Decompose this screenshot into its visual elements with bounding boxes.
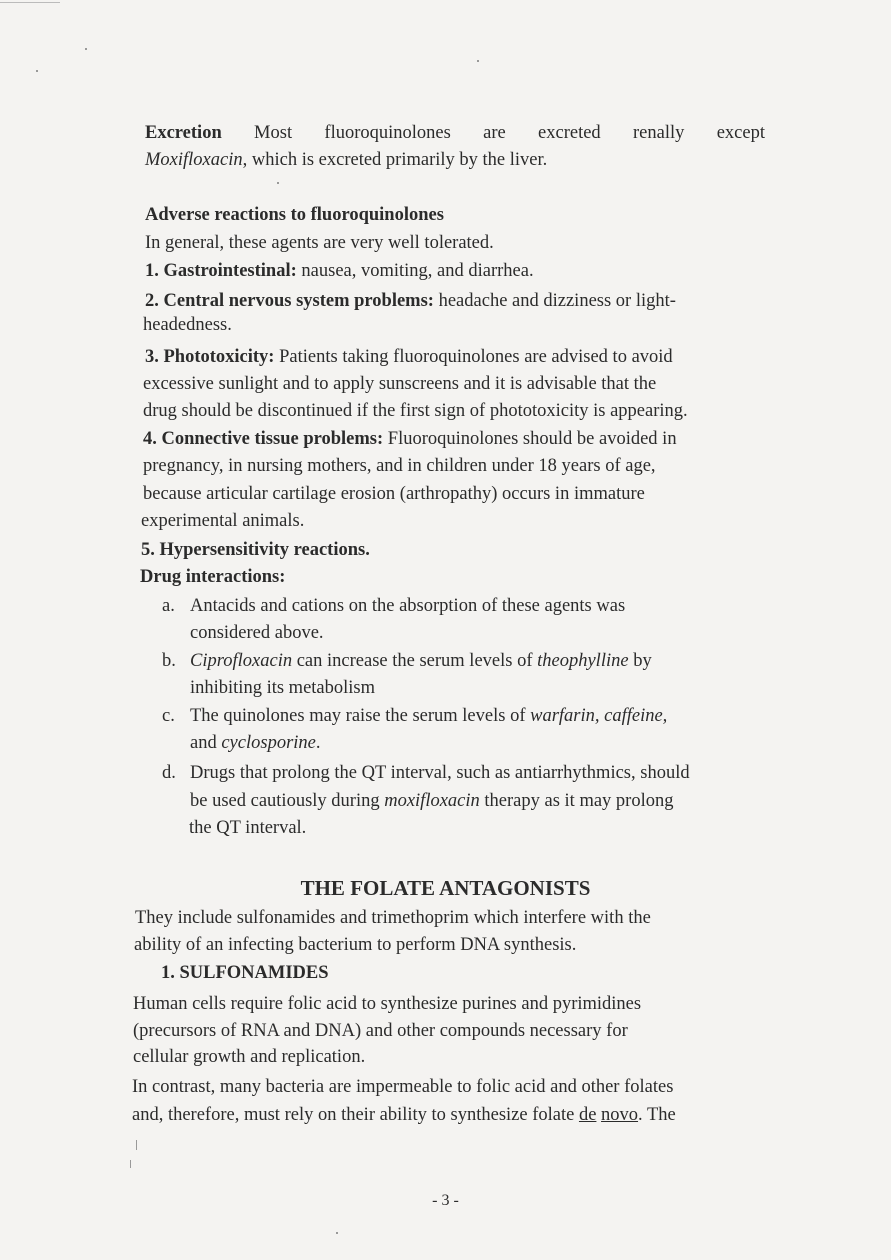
excretion-label: Excretion xyxy=(145,123,222,143)
text: and, therefore, must rely on their ability to synthesize folate xyxy=(132,1105,579,1125)
folate-p1-l2: ability of an infecting bacterium to perform DNA synthesis. xyxy=(134,935,577,955)
adverse-item-1 xyxy=(145,260,534,282)
word: excreted xyxy=(538,123,601,143)
scan-speck xyxy=(336,1232,338,1234)
text: The quinolones may raise the serum levels of xyxy=(190,706,531,726)
adverse-item-3-l3: drug should be discontinued if the first sign of phototoxicity is appearing. xyxy=(143,401,688,421)
adverse-item-2-cont: headedness. xyxy=(143,315,232,335)
page-number: - 3 - xyxy=(432,1192,459,1209)
folate-p3-l1: In contrast, many bacteria are impermeable to folic acid and other folates xyxy=(132,1077,674,1097)
interaction-a-l1: Antacids and cations on the absorption of these agents was xyxy=(190,596,626,616)
interaction-d-l2 xyxy=(190,790,673,812)
text: . The xyxy=(638,1105,676,1125)
text: can increase the serum levels of xyxy=(292,651,538,671)
interaction-b-l2: inhibiting its metabolism xyxy=(190,678,375,698)
item-label: 2. Central nervous system problems: xyxy=(145,291,434,311)
interaction-c-l2 xyxy=(190,732,321,754)
adverse-item-2 xyxy=(145,290,676,312)
adverse-item-4 xyxy=(143,428,677,450)
scan-edge xyxy=(0,2,60,3)
item-text: Patients taking fluoroquinolones are advised to avoid xyxy=(274,347,673,367)
drug-name: warfarin, caffeine, xyxy=(530,706,668,726)
item-label: 4. Connective tissue problems: xyxy=(143,429,384,449)
adverse-item-4-l3: because articular cartilage erosion (arthropathy) occurs in immature xyxy=(143,484,645,504)
drug-name: theophylline xyxy=(537,651,629,671)
drug-name: moxifloxacin xyxy=(384,791,480,811)
adverse-item-4-l2: pregnancy, in nursing mothers, and in children under 18 years of age, xyxy=(143,456,656,476)
interaction-d-l1: Drugs that prolong the QT interval, such as antiarrhythmics, should xyxy=(190,763,690,783)
word: fluoroquinolones xyxy=(324,123,451,143)
list-marker: a. xyxy=(162,596,175,616)
subsection-title: 1. SULFONAMIDES xyxy=(161,963,329,983)
adverse-item-5: 5. Hypersensitivity reactions. xyxy=(141,540,370,560)
item-label: 1. Gastrointestinal: xyxy=(145,261,297,281)
underlined-word: novo xyxy=(601,1105,639,1125)
item-text: headache and dizziness or light- xyxy=(433,291,676,311)
text: . xyxy=(315,733,321,753)
adverse-intro: In general, these agents are very well tolerated. xyxy=(145,233,494,253)
folate-p3-l2 xyxy=(132,1104,676,1126)
drug-name: cyclosporine xyxy=(221,733,316,753)
item-label: 3. Phototoxicity: xyxy=(145,347,275,367)
scan-speck xyxy=(277,182,279,184)
interactions-heading: Drug interactions: xyxy=(140,567,286,587)
scan-speck xyxy=(136,1140,137,1150)
interaction-c-l1 xyxy=(190,705,667,727)
scan-speck xyxy=(36,70,38,72)
list-marker: b. xyxy=(162,651,176,671)
folate-p1-l1: They include sulfonamides and trimethoprim which interfere with the xyxy=(135,908,651,928)
list-marker: d. xyxy=(162,763,176,783)
scan-speck xyxy=(85,48,87,50)
drug-name: Moxifloxacin xyxy=(145,150,243,170)
item-text: Fluoroquinolones should be avoided in xyxy=(383,429,677,449)
item-text: nausea, vomiting, and diarrhea. xyxy=(296,261,534,281)
section-title: THE FOLATE ANTAGONISTS xyxy=(300,876,591,900)
scan-speck xyxy=(130,1160,131,1168)
underlined-word: de xyxy=(578,1105,597,1125)
word: renally xyxy=(633,123,685,143)
excretion-text: , which is excreted primarily by the liver. xyxy=(242,150,548,170)
interaction-d-l3: the QT interval. xyxy=(189,818,307,838)
interaction-a-l2: considered above. xyxy=(190,623,324,643)
adverse-item-3 xyxy=(145,346,673,368)
adverse-heading: Adverse reactions to fluoroquinolones xyxy=(145,205,444,225)
folate-p2-l1: Human cells require folic acid to synthesize purines and pyrimidines xyxy=(133,994,642,1014)
scan-speck xyxy=(477,60,479,62)
word: are xyxy=(483,123,506,143)
word: except xyxy=(716,123,765,143)
interaction-b-l1 xyxy=(190,650,652,672)
excretion-line-1 xyxy=(145,122,765,144)
adverse-item-4-l4: experimental animals. xyxy=(141,511,305,531)
text: by xyxy=(628,651,652,671)
list-marker: c. xyxy=(162,706,175,726)
word: Most xyxy=(254,123,293,143)
text: and xyxy=(190,733,222,753)
excretion-line-2 xyxy=(145,149,547,171)
text: be used cautiously during xyxy=(190,791,385,811)
folate-p2-l3: cellular growth and replication. xyxy=(133,1047,366,1067)
text: therapy as it may prolong xyxy=(479,791,674,811)
drug-name: Ciprofloxacin xyxy=(190,651,293,671)
folate-p2-l2: (precursors of RNA and DNA) and other compounds necessary for xyxy=(133,1021,628,1041)
adverse-item-3-l2: excessive sunlight and to apply sunscreens and it is advisable that the xyxy=(143,374,657,394)
